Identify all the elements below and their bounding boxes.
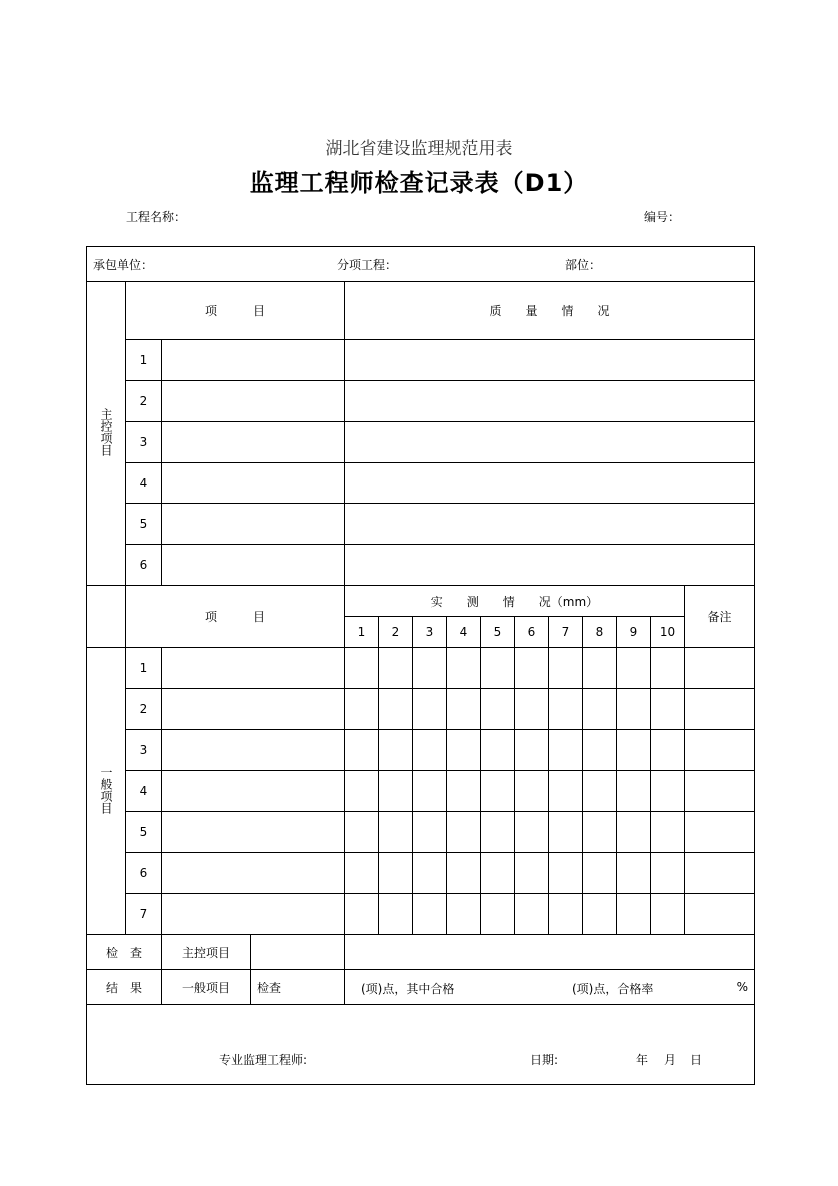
item-cell[interactable] [162,504,345,545]
item-cell[interactable] [162,689,345,730]
measure-cell[interactable] [413,689,447,730]
result-general-label: 一般项目 [162,970,251,1004]
main-control-side-label: 主控项目 [99,408,113,456]
row-number: 5 [126,812,162,853]
measure-col-label: 9 [617,617,651,648]
result-general-value[interactable] [345,970,755,1005]
measure-cell[interactable] [549,812,583,853]
measure-cell[interactable] [651,894,685,935]
measure-cell[interactable] [617,771,651,812]
table-row [87,812,755,853]
measure-cell[interactable] [379,648,413,689]
measure-cell[interactable] [617,689,651,730]
table-row [87,340,755,381]
table-row [87,894,755,935]
measure-cell[interactable] [583,648,617,689]
measure-cell[interactable] [481,648,515,689]
measure-cell[interactable] [481,730,515,771]
measure-cell[interactable] [379,853,413,894]
row-number: 2 [126,381,162,422]
quality-cell[interactable] [345,422,755,463]
quality-cell[interactable] [345,463,755,504]
result-general-row [87,970,755,1005]
measure-cell[interactable] [515,771,549,812]
sub-project-label: 分项工程： [337,257,398,272]
measure-cell[interactable] [549,853,583,894]
quality-cell[interactable] [345,545,755,586]
form-title: 监理工程师检查记录表（D1） [249,169,589,197]
quality-cell[interactable] [345,381,755,422]
result-main-row [87,935,755,970]
measure-cell[interactable] [549,771,583,812]
measure-cell[interactable] [379,730,413,771]
measure-cell[interactable] [447,894,481,935]
location-label: 部位： [565,257,602,272]
measure-cell[interactable] [379,689,413,730]
general-side-label: 一般项目 [99,765,113,814]
item-cell[interactable] [162,853,345,894]
measure-cell[interactable] [379,812,413,853]
row-number: 3 [126,422,162,463]
measure-cell[interactable] [345,771,379,812]
signature-row [87,1005,755,1085]
measure-cell[interactable] [549,730,583,771]
measure-cell[interactable] [413,812,447,853]
number-label: 编号： [644,210,681,224]
remark-cell[interactable] [685,771,755,812]
measure-col-label: 10 [651,617,685,648]
row-number: 5 [126,504,162,545]
measure-cell[interactable] [651,730,685,771]
measure-cell[interactable] [549,894,583,935]
measure-cell[interactable] [345,689,379,730]
measure-cell[interactable] [651,771,685,812]
measure-cell[interactable] [583,894,617,935]
table-row [87,463,755,504]
measure-cell[interactable] [617,648,651,689]
date-label: 日期: [530,1053,559,1067]
table-row [87,422,755,463]
result-main-cell [162,935,345,970]
general-header-row [87,586,755,617]
table-row [87,771,755,812]
measure-cell[interactable] [413,771,447,812]
measure-cell[interactable] [583,812,617,853]
result-percent: % [736,980,749,994]
item-cell[interactable] [162,545,345,586]
result-general-cell [162,970,345,1005]
table-row [87,730,755,771]
result-check-text: 检查 [257,980,282,995]
row-number: 6 [126,853,162,894]
remark-cell[interactable] [685,730,755,771]
row-number: 6 [126,545,162,586]
table-row [87,648,755,689]
measure-cell[interactable] [345,730,379,771]
remark-header: 备注 [685,586,755,648]
quality-cell[interactable] [345,504,755,545]
table-row [87,853,755,894]
month-label: 月 [664,1053,677,1067]
result-rate-text: (项)点，合格率 [572,982,654,996]
item-cell[interactable] [162,894,345,935]
measure-cell[interactable] [515,812,549,853]
general-header-blank [87,586,126,648]
quality-cell[interactable] [345,340,755,381]
main-item-header: 项 目 [126,282,345,340]
row-number: 1 [126,340,162,381]
result-label-top: 检 查 [87,935,162,970]
inspection-form-table [86,246,755,1085]
measure-cell[interactable] [481,853,515,894]
measure-cell[interactable] [447,771,481,812]
row-number: 2 [126,689,162,730]
measure-cell[interactable] [447,689,481,730]
general-side-label-cell [87,648,126,935]
item-cell[interactable] [162,771,345,812]
signature-cell[interactable] [87,1005,755,1085]
general-item-header: 项 目 [126,586,345,648]
measure-cell[interactable] [447,730,481,771]
remark-cell[interactable] [685,853,755,894]
row-number: 1 [126,648,162,689]
result-main-label: 主控项目 [162,935,251,969]
measure-col-label: 3 [413,617,447,648]
table-row [87,381,755,422]
measure-cell[interactable] [617,894,651,935]
measure-cell[interactable] [515,853,549,894]
row-number: 4 [126,771,162,812]
measure-cell[interactable] [515,894,549,935]
measure-cell[interactable] [617,812,651,853]
item-cell[interactable] [162,648,345,689]
table-row [87,689,755,730]
measure-cell[interactable] [345,648,379,689]
measure-cell[interactable] [583,730,617,771]
measure-cell[interactable] [617,853,651,894]
measure-cell[interactable] [345,812,379,853]
quality-header: 质 量 情 况 [345,282,755,340]
measure-cell[interactable] [515,689,549,730]
measure-col-label: 2 [379,617,413,648]
measure-cell[interactable] [651,853,685,894]
measure-col-label: 7 [549,617,583,648]
item-cell[interactable] [162,340,345,381]
measure-col-label: 5 [481,617,515,648]
measure-cell[interactable] [651,812,685,853]
measure-cell[interactable] [515,648,549,689]
measure-cell[interactable] [447,812,481,853]
engineer-label: 专业监理工程师: [219,1053,308,1067]
remark-cell[interactable] [685,812,755,853]
measure-cell[interactable] [481,689,515,730]
measure-cell[interactable] [515,730,549,771]
measure-cell[interactable] [413,894,447,935]
table-row [87,545,755,586]
measure-cell[interactable] [651,648,685,689]
item-cell[interactable] [162,812,345,853]
info-cell[interactable] [87,247,755,282]
measure-cell[interactable] [617,730,651,771]
measure-col-label: 6 [515,617,549,648]
measure-cell[interactable] [447,648,481,689]
measure-header: 实 测 情 况（mm） [345,586,685,617]
measure-cell[interactable] [345,894,379,935]
row-number: 7 [126,894,162,935]
info-row [87,247,755,282]
remark-cell[interactable] [685,689,755,730]
item-cell[interactable] [162,381,345,422]
measure-cell[interactable] [481,771,515,812]
item-cell[interactable] [162,730,345,771]
remark-cell[interactable] [685,648,755,689]
remark-cell[interactable] [685,894,755,935]
measure-cell[interactable] [583,853,617,894]
item-cell[interactable] [162,422,345,463]
measure-cell[interactable] [481,812,515,853]
main-control-side-label-cell [87,282,126,586]
measure-col-label: 8 [583,617,617,648]
contractor-label: 承包单位： [93,257,154,272]
item-cell[interactable] [162,463,345,504]
measure-cell[interactable] [549,689,583,730]
measure-cell[interactable] [379,894,413,935]
measure-cell[interactable] [583,689,617,730]
year-label: 年 [636,1053,649,1067]
day-label: 日 [690,1053,703,1067]
result-main-value[interactable] [345,935,755,970]
measure-col-label: 4 [447,617,481,648]
result-points-text: (项)点，其中合格 [361,982,455,996]
main-control-header-row [87,282,755,340]
measure-col-label: 1 [345,617,379,648]
measure-cell[interactable] [413,853,447,894]
measure-cell[interactable] [651,689,685,730]
measure-cell[interactable] [447,853,481,894]
measure-cell[interactable] [549,648,583,689]
form-subtitle: 湖北省建设监理规范用表 [325,139,513,159]
row-number: 4 [126,463,162,504]
measure-cell[interactable] [345,853,379,894]
measure-cell[interactable] [379,771,413,812]
measure-cell[interactable] [413,648,447,689]
table-row [87,504,755,545]
measure-cell[interactable] [583,771,617,812]
measure-cell[interactable] [413,730,447,771]
result-label-bottom: 结 果 [87,970,162,1005]
row-number: 3 [126,730,162,771]
measure-cell[interactable] [481,894,515,935]
project-name-label: 工程名称： [126,210,187,224]
